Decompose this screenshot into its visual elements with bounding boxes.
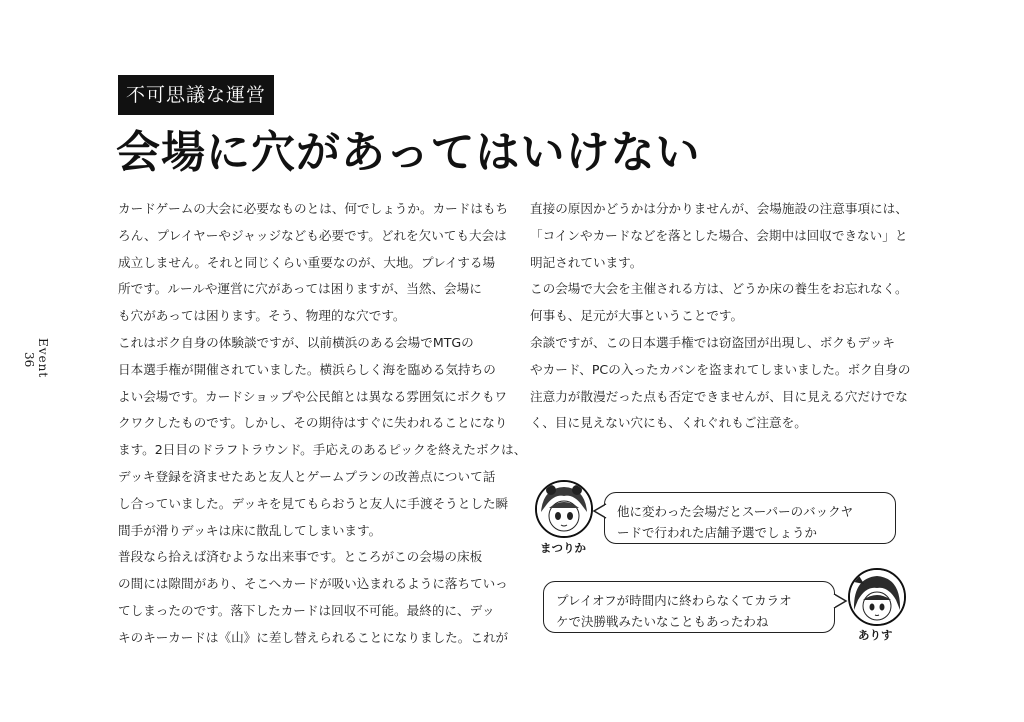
speech-line: ケで決勝戦みたいなこともあったわね	[556, 614, 769, 629]
section-tag: 不可思議な運営	[118, 75, 274, 115]
bubble-tail-icon	[832, 592, 848, 610]
bubble-tail-icon	[592, 502, 608, 520]
page-title: 会場に穴があってはいけない	[116, 127, 701, 178]
text-line: く、目に見えない穴にも、くれぐれもご注意を。	[530, 415, 807, 431]
text-line: 余談ですが、この日本選手権では窃盗団が出現し、ボクもデッキ	[530, 334, 895, 350]
text-line: クワクしたものです。しかし、その期待はすぐに失われることになり	[118, 415, 508, 431]
section-label: Event	[36, 338, 50, 379]
text-line: 日本選手権が開催されていました。横浜らしく海を臨める気持ちの	[118, 361, 496, 377]
text-line: やカード、PCの入ったカバンを盗まれてしまいました。ボク自身の	[530, 361, 911, 377]
text-line: し合っていました。デッキを見てもらおうと友人に手渡そうとした瞬	[118, 495, 509, 511]
arisu-speech-bubble	[543, 581, 835, 633]
text-line: も穴があっては困ります。そう、物理的な穴です。	[118, 308, 406, 324]
page-number: 36	[22, 352, 36, 368]
speech-line: プレイオフが時間内に終わらなくてカラオ	[556, 593, 792, 608]
arisu-avatar	[848, 568, 906, 626]
text-line: てしまったのです。落下したカードは回収不可能。最終的に、デッ	[118, 602, 495, 618]
text-line: ろん、プレイヤーやジャッジなども必要です。どれを欠いても大会は	[118, 227, 507, 243]
text-line: ます。2日目のドラフトラウンド。手応えのあるピックを終えたボクは、	[118, 442, 527, 458]
speech-line: 他に変わった会場だとスーパーのバックヤ	[617, 504, 854, 519]
text-line: よい会場です。カードショップや公民館とは異なる雰囲気にボクもワ	[118, 388, 508, 404]
matsurika-avatar	[535, 480, 593, 538]
text-line: 「コインやカードなどを落とした場合、会期中は回収できない」と	[530, 227, 908, 243]
text-line: 何事も、足元が大事ということです。	[530, 308, 744, 324]
text-line: この会場で大会を主催される方は、どうか床の養生をお忘れなく。	[530, 281, 908, 297]
right-column	[530, 196, 912, 437]
text-line: 成立しません。それと同じくらい重要なのが、大地。プレイする場	[118, 254, 496, 270]
matsurika-name: まつりか	[540, 541, 586, 555]
text-line: キのキーカードは《山》に差し替えられることになりました。これが	[118, 629, 509, 645]
text-line: デッキ登録を済ませたあと友人とゲームプランの改善点について話	[118, 468, 496, 484]
text-line: 明記されています。	[530, 254, 643, 270]
text-line: 普段なら拾えば済むような出来事です。ところがこの会場の床板	[118, 549, 483, 565]
arisu-name: ありす	[858, 628, 893, 642]
text-line: カードゲームの大会に必要なものとは、何でしょうか。カードはもち	[118, 201, 509, 216]
left-column	[118, 196, 527, 652]
character-face-icon	[537, 482, 591, 536]
text-line: これはボク自身の体験談ですが、以前横浜のある会場でMTGの	[118, 334, 474, 350]
text-line: 注意力が散漫だった点も否定できませんが、目に見える穴だけでな	[530, 388, 908, 404]
text-line: の間には隙間があり、そこへカードが吸い込まれるように落ちていっ	[118, 576, 508, 592]
text-line: 所です。ルールや運営に穴があっては困りますが、当然、会場に	[118, 281, 482, 297]
matsurika-speech-bubble	[604, 492, 896, 544]
text-line: 間手が滑りデッキは床に散乱してしまいます。	[118, 522, 382, 538]
speech-line: ードで行われた店舗予選でしょうか	[617, 525, 818, 540]
text-line: 直接の原因かどうかは分かりませんが、会場施設の注意事項には、	[530, 201, 908, 216]
side-page-label	[24, 338, 60, 398]
character-face-icon	[850, 570, 904, 624]
